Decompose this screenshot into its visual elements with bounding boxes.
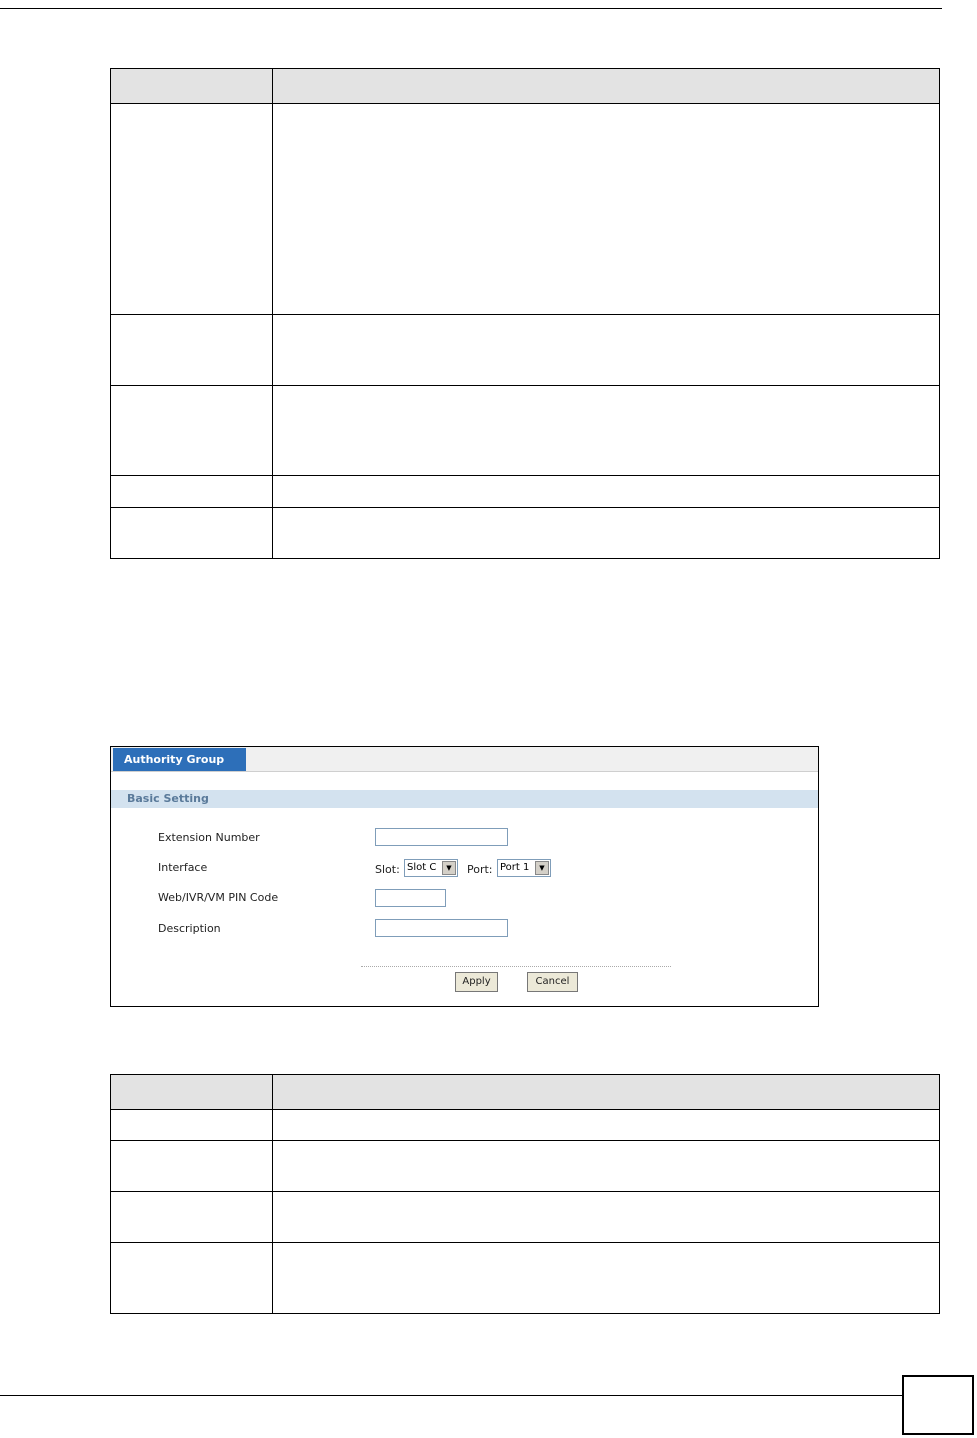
label-cell <box>111 1110 273 1141</box>
table-header-row <box>111 1075 940 1110</box>
table-header-row <box>111 69 940 104</box>
label-cell <box>111 1243 273 1314</box>
port-select-value: Port 1 <box>500 862 530 873</box>
authority-group-screenshot <box>110 746 819 1007</box>
description-cell <box>273 476 940 508</box>
slot-select-value: Slot C <box>407 862 437 873</box>
section-title: Basic Setting <box>111 790 818 808</box>
slot-label: Slot: <box>375 863 400 876</box>
table-row <box>111 104 940 315</box>
pin-code-input[interactable] <box>375 889 446 907</box>
label-cell <box>111 1141 273 1192</box>
header-cell-description <box>273 1075 940 1110</box>
label-cell <box>111 508 273 559</box>
page-number-box <box>902 1375 974 1435</box>
label-cell <box>111 476 273 508</box>
slot-select[interactable] <box>404 859 458 877</box>
interface-label: Interface <box>158 861 208 874</box>
description-cell <box>273 1243 940 1314</box>
chevron-down-icon: ▼ <box>535 861 549 875</box>
label-cell <box>111 386 273 476</box>
cancel-button[interactable]: Cancel <box>527 972 578 992</box>
label-cell <box>111 315 273 386</box>
field-description-table-1 <box>110 68 940 559</box>
description-cell <box>273 508 940 559</box>
description-cell <box>273 1110 940 1141</box>
table-row <box>111 1110 940 1141</box>
table-row <box>111 1192 940 1243</box>
port-select[interactable] <box>497 859 551 877</box>
table-row <box>111 315 940 386</box>
table-row <box>111 476 940 508</box>
description-cell <box>273 1192 940 1243</box>
field-description-table-2 <box>110 1074 940 1314</box>
chevron-down-icon: ▼ <box>442 861 456 875</box>
tab-bar <box>111 747 818 772</box>
extension-number-label: Extension Number <box>158 831 260 844</box>
apply-button[interactable]: Apply <box>455 972 498 992</box>
table-row <box>111 1141 940 1192</box>
table-row <box>111 386 940 476</box>
header-rule <box>0 8 942 9</box>
table-row <box>111 1243 940 1314</box>
divider <box>361 966 671 967</box>
description-cell <box>273 386 940 476</box>
header-cell-description <box>273 69 940 104</box>
description-cell <box>273 315 940 386</box>
footer-rule <box>0 1395 902 1396</box>
pin-code-label: Web/IVR/VM PIN Code <box>158 891 279 904</box>
port-label: Port: <box>467 863 493 876</box>
description-label: Description <box>158 922 221 935</box>
description-cell <box>273 1141 940 1192</box>
tab-authority-group[interactable]: Authority Group <box>113 748 246 771</box>
extension-number-input[interactable] <box>375 828 508 846</box>
description-input[interactable] <box>375 919 508 937</box>
label-cell <box>111 104 273 315</box>
table-row <box>111 508 940 559</box>
label-cell <box>111 1192 273 1243</box>
header-cell-label <box>111 69 273 104</box>
description-cell <box>273 104 940 315</box>
header-cell-label <box>111 1075 273 1110</box>
